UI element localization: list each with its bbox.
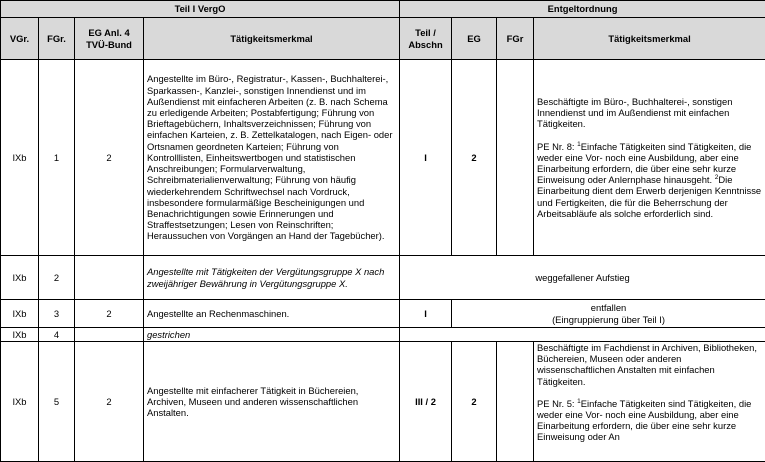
group-teil-i-vergo: Teil I VergO <box>1 1 400 18</box>
col-eg-anl4: EG Anl. 4 TVÜ-Bund <box>75 18 144 60</box>
col-teil-abschn: Teil / Abschn <box>400 18 452 60</box>
header-group-row <box>1 1 765 18</box>
group-entgeltordnung: Entgeltordnung <box>400 1 765 18</box>
cell-vgr: IXb <box>1 328 39 342</box>
cell-fgr: 2 <box>39 256 75 300</box>
cell-merkmal-eo <box>534 342 765 462</box>
cell-fgr: 4 <box>39 328 75 342</box>
eo-line-1: entfallen <box>455 302 762 313</box>
cell-merkmal-eo <box>452 300 765 328</box>
cell-vgr: IXb <box>1 342 39 462</box>
cell-teil: I <box>400 300 452 328</box>
cell-fgr: 1 <box>39 60 75 256</box>
cell-teil: I <box>400 60 452 256</box>
cell-fgr: 3 <box>39 300 75 328</box>
col-eg: EG <box>452 18 497 60</box>
table-row <box>1 342 765 462</box>
header-column-row <box>1 18 765 60</box>
col-vgr: VGr. <box>1 18 39 60</box>
col-fgr: FGr. <box>39 18 75 60</box>
cell-eg-anl <box>75 256 144 300</box>
cell-empty <box>400 328 765 342</box>
cell-eg-anl: 2 <box>75 60 144 256</box>
table-row <box>1 300 765 328</box>
eo-pe-note: PE Nr. 8: $^1$Einfache Tätigkeiten sind Tätigkeiten, die weder eine Vor- noch eine Ausbildung, aber eine Einarbeitung erfordern, die über eine sehr kurze Einweisung oder Anlernphase hinausgeht. $^2$Die Einarbeitung dient dem Erwerb derjenigen Kenntnisse und Fertigkeiten, die für die Beherrschung der Arbeitsabläufe als solche erforderlich sind. <box>537 141 762 219</box>
cell-merkmal-vergo: Angestellte mit einfacherer Tätigkeit in Büchereien, Archiven, Museen und anderen wissenschaftlichen Anstalten. <box>144 342 400 462</box>
cell-fgr: 5 <box>39 342 75 462</box>
cell-vgr: IXb <box>1 60 39 256</box>
cell-fgr-new <box>497 60 534 256</box>
col-fgr-new: FGr <box>497 18 534 60</box>
cell-eg-anl <box>75 328 144 342</box>
cell-eg: 2 <box>452 342 497 462</box>
cell-vgr: IXb <box>1 300 39 328</box>
cell-teil: III / 2 <box>400 342 452 462</box>
cell-eg-anl: 2 <box>75 342 144 462</box>
cell-merkmal-vergo: Angestellte mit Tätigkeiten der Vergütungsgruppe X nach zweijähriger Bewährung in Vergütungsgruppe X. <box>144 256 400 300</box>
table-row <box>1 328 765 342</box>
col-merkmal-eo: Tätigkeitsmerkmal <box>534 18 765 60</box>
cell-eg: 2 <box>452 60 497 256</box>
table-row <box>1 60 765 256</box>
cell-eg-anl: 2 <box>75 300 144 328</box>
cell-vgr: IXb <box>1 256 39 300</box>
cell-merkmal-vergo: gestrichen <box>144 328 400 342</box>
cell-merkmal-eo: weggefallener Aufstieg <box>400 256 765 300</box>
col-merkmal-vergo: Tätigkeitsmerkmal <box>144 18 400 60</box>
cell-fgr-new <box>497 342 534 462</box>
eo-pe-note: PE Nr. 5: $^1$Einfache Tätigkeiten sind Tätigkeiten, die weder eine Vor- noch eine Ausbildung, aber eine Einarbeitung erfordern, die über eine sehr kurze Einweisung oder An <box>537 398 762 443</box>
cell-merkmal-vergo: Angestellte im Büro-, Registratur-, Kassen-, Buchhalterei-, Sparkassen-, Kanzlei-, sonstigen Innendienst und im Außendienst mit einfacheren Arbeiten (z. B. nach Schema zu erledigende Arbeiten; Postabfertigung; Führung von Brieftagebüchern, Inhaltsverzeichnissen; Führung von einfachen Karteien, z. B. Zettelkatalogen, nach Eigen- oder Ortsnamen geordneten Karteien; Führung von Kontrolllisten, Einheitswertbogen und statistischen Anschreibungen; Formularverwaltung, Schreibmaterialienverwaltung; Führung von häufig wiederkehrendem Schriftwechsel nach Vordruck, insbesondere formularmäßige Bescheinigungen und Benachrichtigungen sowie Erinnerungen und Straffestsetzungen; Lesen von Reinschriften; Heraussuchen von Vorgängen an Hand der Tagebücher). <box>144 60 400 256</box>
cell-merkmal-vergo: Angestellte an Rechenmaschinen. <box>144 300 400 328</box>
eo-line-2: (Eingruppierung über Teil I) <box>455 314 762 325</box>
cell-merkmal-eo <box>534 60 765 256</box>
eo-main-text: Beschäftigte im Fachdienst in Archiven, Bibliotheken, Büchereien, Museen oder anderen wissenschaftlichen Anstalten mit einfachen Tätigkeiten. <box>537 342 762 387</box>
eo-main-text: Beschäftigte im Büro-, Buchhalterei-, sonstigen Innendienst und im Außendienst mit einfachen Tätigkeiten. <box>537 96 762 130</box>
table-row <box>1 256 765 300</box>
